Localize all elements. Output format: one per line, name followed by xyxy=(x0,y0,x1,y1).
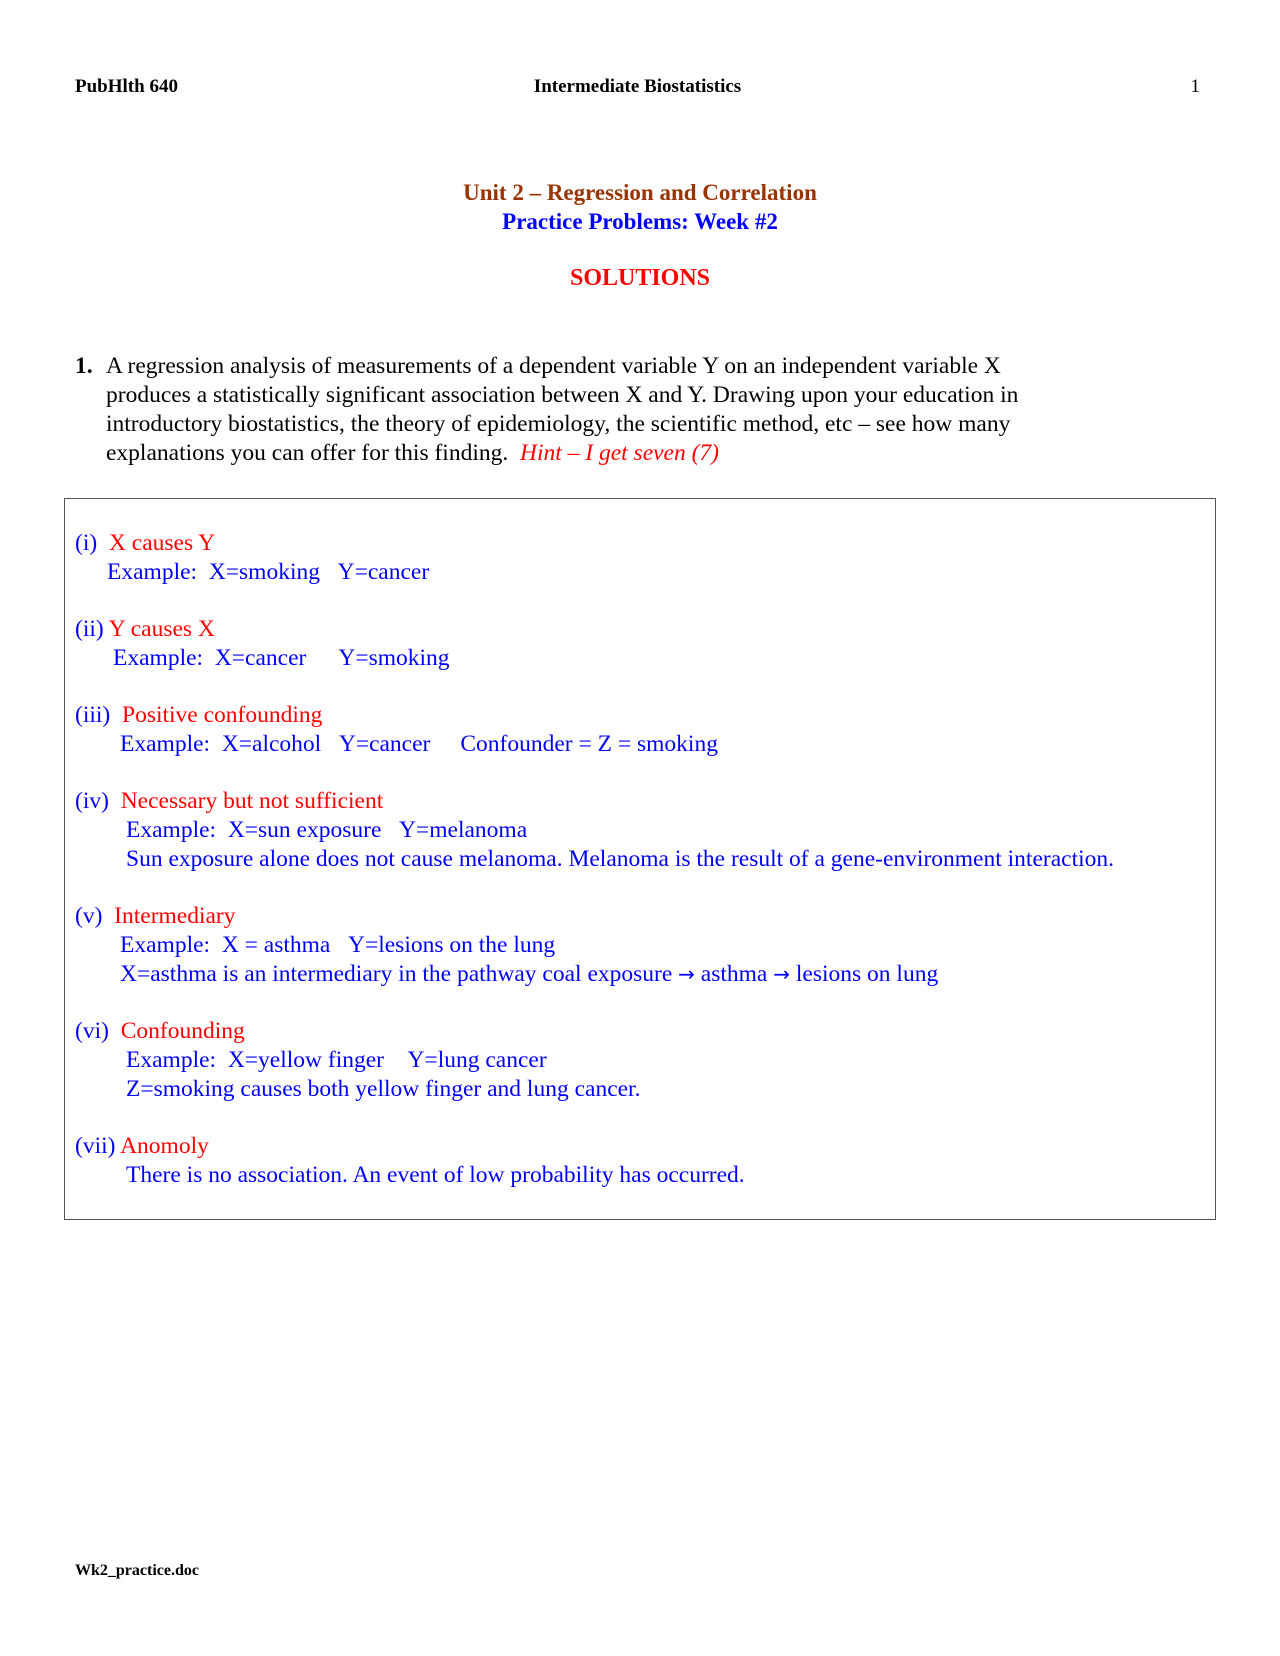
course-code: PubHlth 640 xyxy=(75,76,178,97)
question-text xyxy=(106,352,1205,468)
answer-iii xyxy=(75,701,718,759)
answer-label: (vii) xyxy=(75,1133,116,1159)
example-y: Y=smoking xyxy=(338,645,450,671)
answer-heading: Y causes X xyxy=(108,616,215,642)
page-header xyxy=(75,76,1200,102)
practice-title: Practice Problems: Week #2 xyxy=(502,209,778,234)
answer-heading: Anomoly xyxy=(120,1133,209,1159)
question-line: introductory biostatistics, the theory of epidemiology, the scientific method, etc – see how many xyxy=(106,411,1011,437)
example-x: X=cancer xyxy=(214,645,307,671)
answer-ii xyxy=(75,615,450,673)
example-label: Example: xyxy=(126,1047,217,1073)
question-line: explanations you can offer for this finding. xyxy=(106,440,509,466)
note-part: asthma xyxy=(700,961,768,987)
answer-heading: Necessary but not sufficient xyxy=(120,788,384,814)
answer-label: (iv) xyxy=(75,788,109,814)
answer-label: (v) xyxy=(75,903,103,929)
answer-example xyxy=(75,931,938,960)
example-y: Y=cancer xyxy=(338,731,431,757)
example-y: Y=lesions on the lung xyxy=(347,932,556,958)
example-label: Example: xyxy=(120,932,211,958)
page-number: 1 xyxy=(1190,76,1200,97)
answer-label: (i) xyxy=(75,530,98,556)
answer-vi xyxy=(75,1017,640,1104)
answer-heading: Positive confounding xyxy=(122,702,323,728)
answer-example xyxy=(75,558,429,587)
example-y: Y=melanoma xyxy=(399,817,528,843)
answer-example xyxy=(75,1046,640,1075)
answer-heading: Intermediary xyxy=(114,903,236,929)
right-arrow-icon: → xyxy=(773,962,791,986)
answer-i xyxy=(75,529,429,587)
answer-heading: Confounding xyxy=(120,1018,245,1044)
answer-example xyxy=(75,816,1114,845)
example-confounder: Confounder = Z = smoking xyxy=(460,731,718,757)
answer-note: There is no association. An event of low probability has occurred. xyxy=(126,1162,745,1188)
answer-note: Sun exposure alone does not cause melanoma. Melanoma is the result of a gene-environment interaction. xyxy=(126,846,1114,872)
example-x: X=yellow finger xyxy=(227,1047,384,1073)
question-line: produces a statistically significant association between X and Y. Drawing upon your education in xyxy=(106,382,1019,408)
right-arrow-icon: → xyxy=(678,962,695,986)
example-x: X = asthma xyxy=(221,932,331,958)
example-y: Y=cancer xyxy=(337,559,430,585)
answer-label: (vi) xyxy=(75,1018,109,1044)
unit-title: Unit 2 – Regression and Correlation xyxy=(463,180,817,205)
example-label: Example: xyxy=(126,817,217,843)
question-line-last xyxy=(106,439,1205,468)
example-x: X=sun exposure xyxy=(227,817,382,843)
answer-v xyxy=(75,902,938,989)
hint-text: Hint – I get seven (7) xyxy=(519,440,720,466)
answer-iv xyxy=(75,787,1114,874)
question-number: 1. xyxy=(75,353,93,379)
answer-label: (ii) xyxy=(75,616,104,642)
answer-example xyxy=(75,730,718,759)
example-label: Example: xyxy=(113,645,204,671)
title-block xyxy=(0,178,1280,236)
example-label: Example: xyxy=(120,731,211,757)
course-title: Intermediate Biostatistics xyxy=(533,76,742,97)
example-x: X=smoking xyxy=(208,559,320,585)
question-line: A regression analysis of measurements of a dependent variable Y on an independent variable X xyxy=(106,353,1001,379)
footer-filename: Wk2_practice.doc xyxy=(75,1562,199,1579)
note-part: lesions on lung xyxy=(795,961,939,987)
answer-example xyxy=(75,644,450,673)
answer-heading: X causes Y xyxy=(108,530,216,556)
example-label: Example: xyxy=(107,559,198,585)
note-part: X=asthma is an intermediary in the pathway coal exposure xyxy=(120,961,673,987)
answer-box xyxy=(64,498,1216,1220)
answer-vii xyxy=(75,1132,745,1190)
solutions-heading: SOLUTIONS xyxy=(569,265,711,291)
answer-label: (iii) xyxy=(75,702,111,728)
example-x: X=alcohol xyxy=(221,731,322,757)
answer-note: Z=smoking causes both yellow finger and lung cancer. xyxy=(126,1076,641,1102)
answer-note xyxy=(75,960,938,989)
question-1 xyxy=(75,352,1205,468)
example-y: Y=lung cancer xyxy=(407,1047,547,1073)
